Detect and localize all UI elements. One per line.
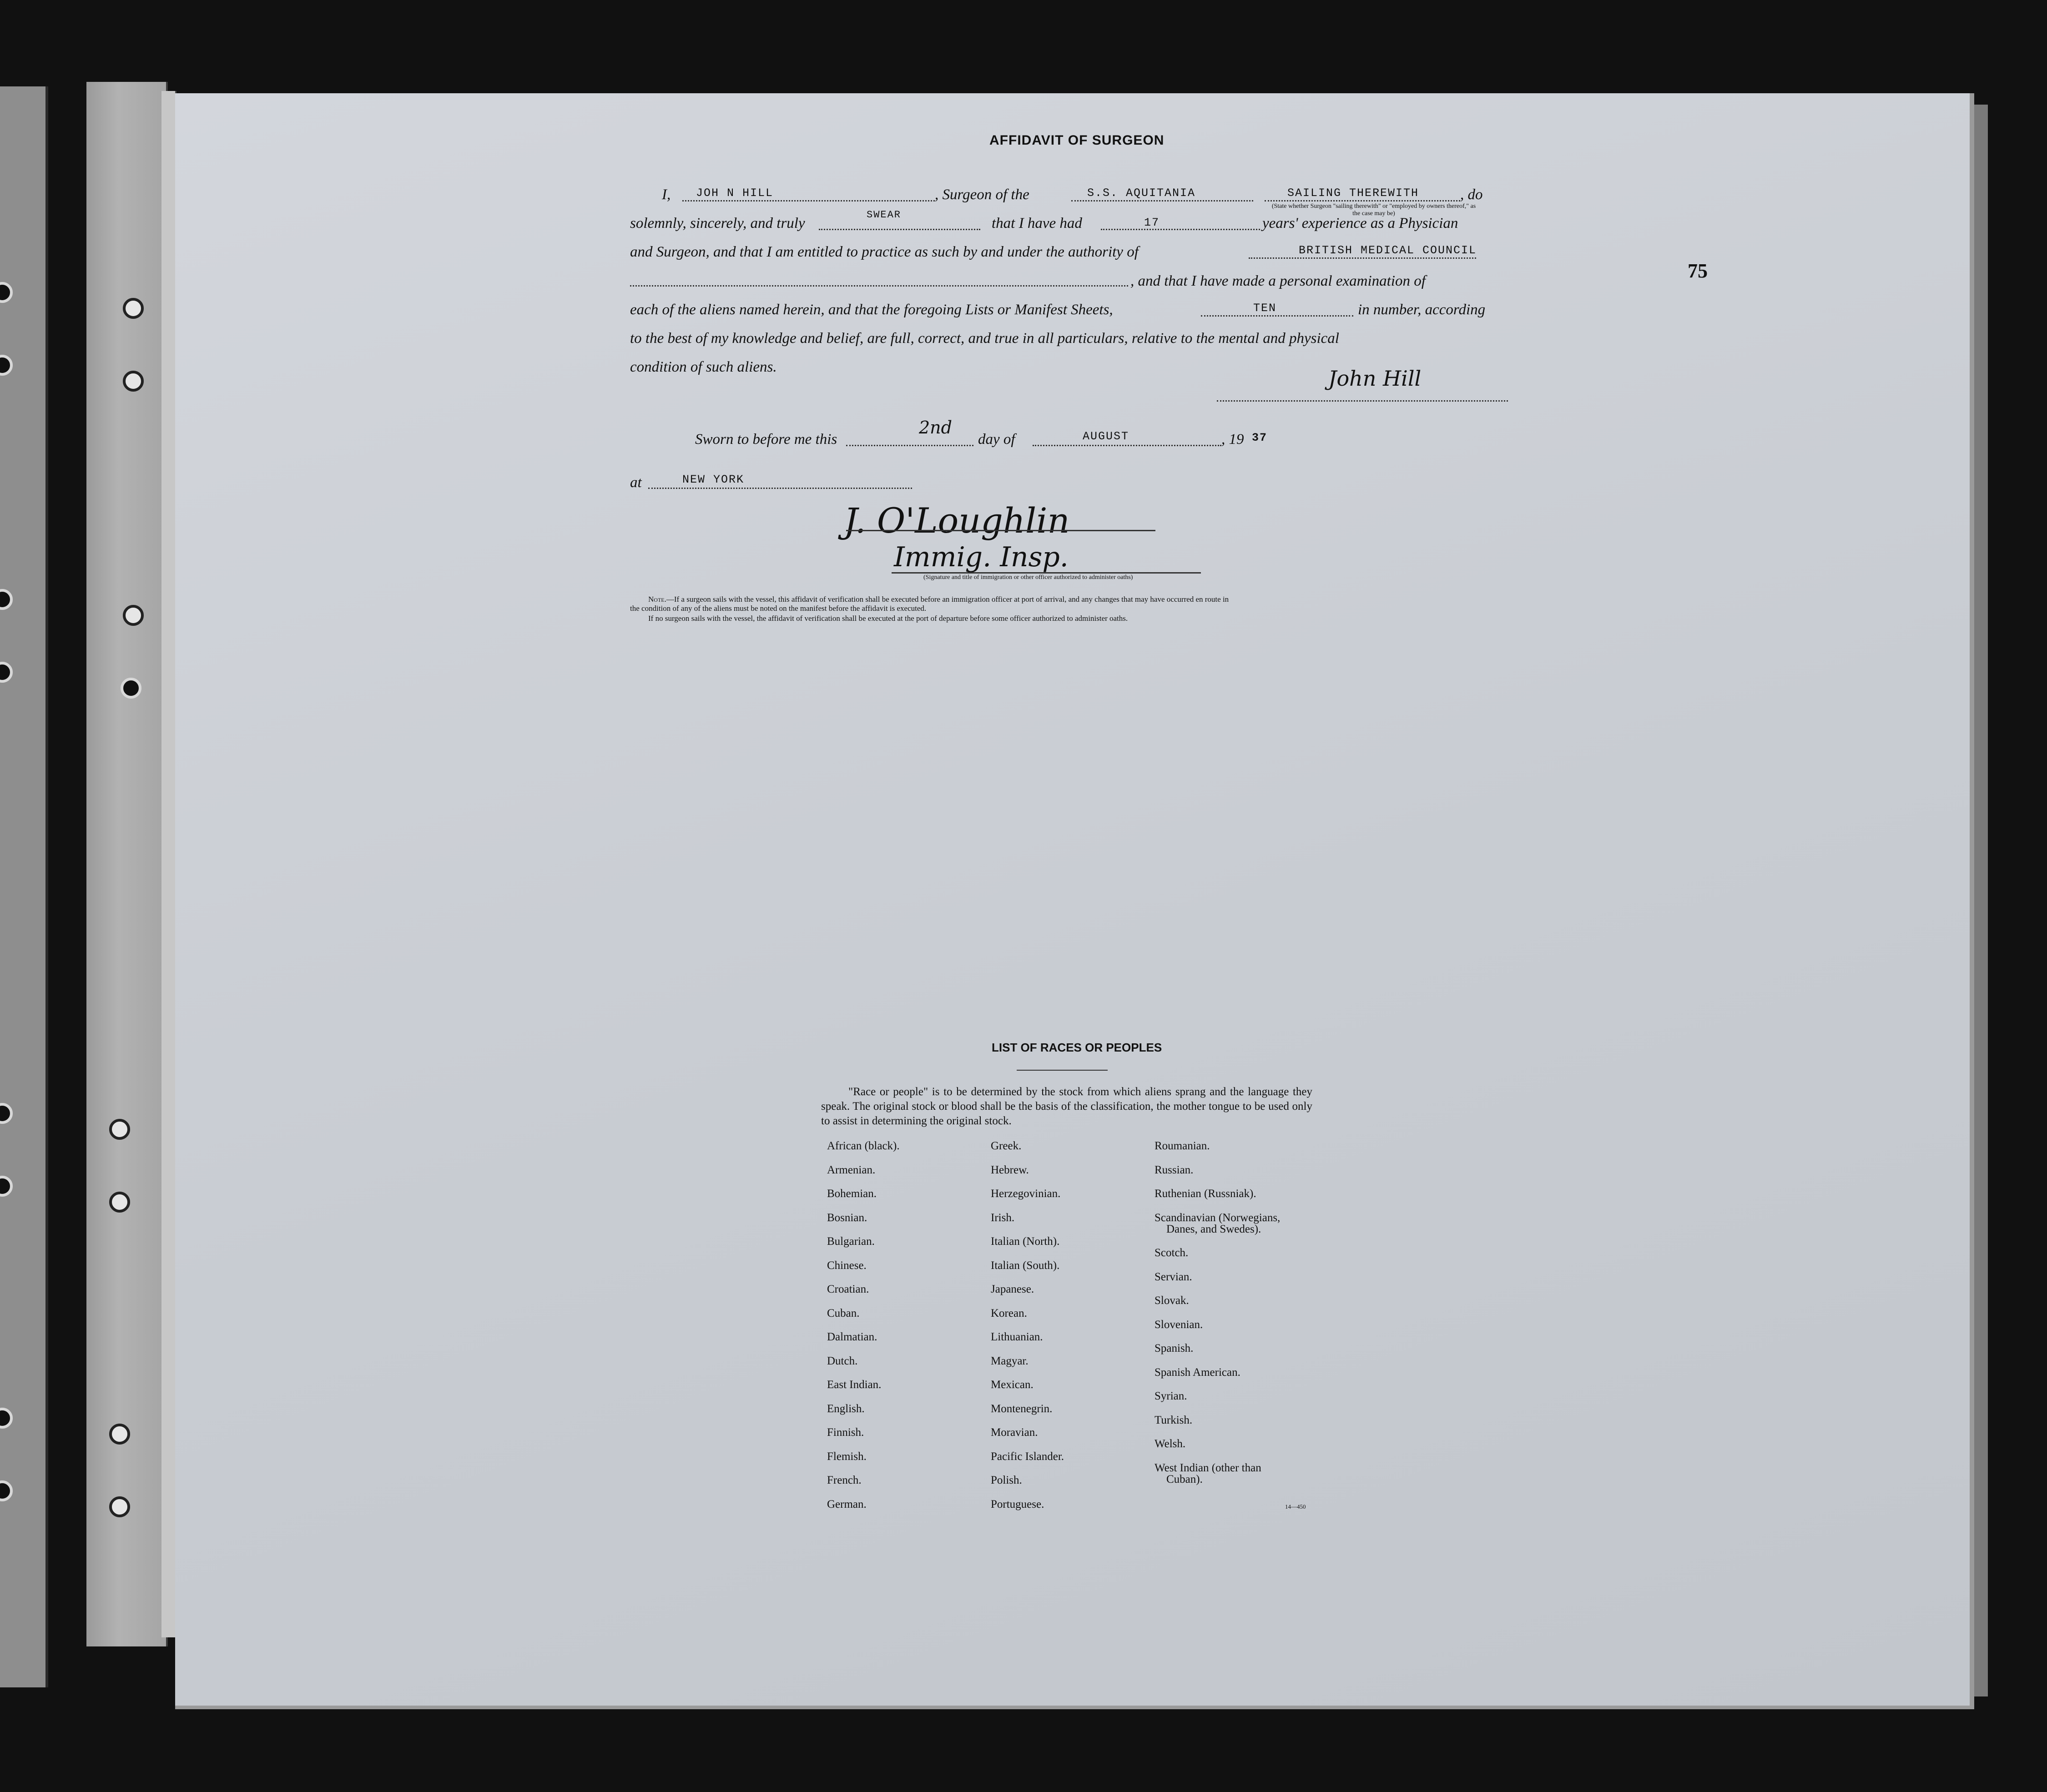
- signature-line: [892, 572, 1201, 574]
- affidavit-text: , Surgeon of the: [935, 186, 1029, 203]
- punch-hole: [123, 605, 144, 626]
- race-item: Dutch.: [827, 1354, 858, 1367]
- races-title: LIST OF RACES OR PEOPLES: [992, 1041, 1162, 1054]
- affidavit-text: and Surgeon, and that I am entitled to practice as such by and under the authority of: [630, 244, 1139, 260]
- race-item: Herzegovinian.: [991, 1188, 1061, 1200]
- blank-line: [1033, 445, 1221, 446]
- signature-line: [1217, 400, 1508, 402]
- punch-hole: [121, 678, 141, 699]
- race-item: Pacific Islander.: [991, 1450, 1064, 1463]
- sailing-hint: (State whether Surgeon "sailing therewith" or "employed by owners thereof," as the case may be): [1271, 203, 1476, 217]
- affidavit-text: condition of such aliens.: [630, 359, 777, 375]
- races-column-3: [1155, 1139, 1280, 1496]
- affidavit-text: years' experience as a Physician: [1262, 215, 1458, 232]
- races-column-2: [991, 1139, 1064, 1521]
- years-experience: 17: [1144, 216, 1160, 229]
- race-item: Roumanian.: [1155, 1140, 1210, 1152]
- race-item: Ruthenian (Russniak).: [1155, 1188, 1256, 1200]
- adjacent-page-edge: [0, 86, 48, 1687]
- race-item: West Indian (other than: [1155, 1461, 1261, 1474]
- affidavit-text: , 19: [1221, 431, 1244, 448]
- affidavit-text: day of: [978, 431, 1015, 448]
- race-item-continued: Cuban).: [1166, 1473, 1203, 1485]
- race-item: Hebrew.: [991, 1163, 1029, 1176]
- note-label: Note.: [648, 595, 666, 604]
- race-item: African (black).: [827, 1140, 900, 1152]
- sworn-year: 37: [1252, 431, 1268, 444]
- race-item: Russian.: [1155, 1163, 1194, 1176]
- race-item: Turkish.: [1155, 1414, 1193, 1426]
- blank-line: [682, 200, 935, 201]
- race-item: Bosnian.: [827, 1211, 867, 1224]
- binding-edge: [161, 91, 176, 1637]
- licensing-authority: BRITISH MEDICAL COUNCIL: [1299, 244, 1477, 257]
- race-item: Korean.: [991, 1307, 1027, 1319]
- race-item: English.: [827, 1402, 865, 1415]
- race-item: Polish.: [991, 1474, 1022, 1486]
- races-column-1: [827, 1139, 900, 1521]
- signature-line: [846, 530, 1155, 531]
- vessel-name: S.S. AQUITANIA: [1087, 186, 1196, 200]
- affidavit-text: each of the aliens named herein, and that the foregoing Lists or Manifest Sheets,: [630, 302, 1113, 318]
- sworn-month: AUGUST: [1083, 430, 1129, 443]
- race-item: Croatian.: [827, 1283, 869, 1295]
- officer-title: Immig. Insp.: [894, 541, 1069, 573]
- sworn-day: 2nd: [919, 418, 952, 438]
- race-item-continued: Danes, and Swedes).: [1166, 1223, 1261, 1235]
- blank-line: [1101, 229, 1260, 230]
- race-item: Greek.: [991, 1140, 1022, 1152]
- affidavit-text: , and that I have made a personal examination of: [1130, 273, 1426, 289]
- race-item: Japanese.: [991, 1283, 1034, 1295]
- race-item: Mexican.: [991, 1379, 1034, 1391]
- punch-hole: [109, 1119, 130, 1140]
- title-rule: [1017, 1070, 1108, 1071]
- affidavit-text: in number, according: [1358, 302, 1486, 318]
- blank-line: [1249, 257, 1476, 259]
- punch-hole: [123, 298, 144, 319]
- affidavit-title: AFFIDAVIT OF SURGEON: [989, 133, 1165, 148]
- race-item: Italian (North).: [991, 1235, 1060, 1248]
- race-item: Dalmatian.: [827, 1331, 877, 1343]
- race-item: Spanish American.: [1155, 1366, 1240, 1379]
- race-item: Slovak.: [1155, 1294, 1189, 1307]
- affidavit-text: I,: [662, 186, 671, 203]
- race-item: Irish.: [991, 1211, 1015, 1224]
- surgeon-signature: John Hill: [1328, 366, 1422, 391]
- race-item: Slovenian.: [1155, 1318, 1203, 1331]
- race-item: German.: [827, 1498, 867, 1510]
- blank-line: [1265, 200, 1460, 201]
- blank-line: [819, 229, 980, 230]
- race-item: Portuguese.: [991, 1498, 1044, 1510]
- race-item: Bulgarian.: [827, 1235, 875, 1248]
- race-item: Flemish.: [827, 1450, 867, 1463]
- sailing-status: SAILING THEREWITH: [1287, 186, 1419, 200]
- race-item: Chinese.: [827, 1259, 867, 1272]
- officer-signature: J. O'Loughlin: [844, 500, 1070, 541]
- affidavit-text: that I have had: [992, 215, 1082, 232]
- surgeon-name: JOH N HILL: [696, 186, 774, 200]
- blank-line: [846, 445, 973, 446]
- punch-hole: [109, 1192, 130, 1213]
- race-item: French.: [827, 1474, 862, 1486]
- race-item: East Indian.: [827, 1379, 882, 1391]
- race-item: Italian (South).: [991, 1259, 1060, 1272]
- punch-hole: [123, 371, 144, 392]
- affidavit-text: to the best of my knowledge and belief, are full, correct, and true in all particulars, relative to the mental and physical: [630, 330, 1339, 347]
- punch-hole: [109, 1424, 130, 1445]
- blank-line: [630, 285, 1128, 287]
- race-item: Magyar.: [991, 1354, 1029, 1367]
- race-item: Welsh.: [1155, 1438, 1186, 1450]
- race-item: Syrian.: [1155, 1390, 1187, 1402]
- race-item: Montenegrin.: [991, 1402, 1053, 1415]
- sheet-count: TEN: [1253, 302, 1277, 315]
- note-text: If no surgeon sails with the vessel, the affidavit of verification shall be executed at the port of departure before some officer authorized to administer oaths.: [648, 614, 1128, 623]
- blank-line: [1071, 200, 1253, 201]
- race-item: Finnish.: [827, 1426, 864, 1439]
- race-item: Armenian.: [827, 1163, 876, 1176]
- blank-line: [648, 488, 912, 489]
- affidavit-note: [648, 595, 1229, 604]
- punch-hole: [109, 1496, 130, 1517]
- note-text: the condition of any of the aliens must be noted on the manifest before the affidavit is executed.: [630, 604, 927, 613]
- race-item: Bohemian.: [827, 1188, 877, 1200]
- race-item: Moravian.: [991, 1426, 1038, 1439]
- race-item: Scandinavian (Norwegians,: [1155, 1211, 1281, 1224]
- note-text: —If a surgeon sails with the vessel, this affidavit of verification shall be executed before an immigration officer at port of arrival, and any changes that may have occurred en route in: [666, 595, 1229, 604]
- race-item: Spanish.: [1155, 1342, 1194, 1354]
- page-number: 75: [1688, 260, 1708, 282]
- race-item: Cuban.: [827, 1307, 860, 1319]
- affidavit-text: Sworn to before me this: [695, 431, 837, 448]
- form-number: 14—450: [1285, 1503, 1306, 1510]
- races-intro: "Race or people" is to be determined by the stock from which aliens sprang and the language they speak. The original stock or blood shall be the basis of the classification, the mother tongue to be used only to assist in determining the original stock.: [821, 1086, 1312, 1127]
- race-item: Scotch.: [1155, 1247, 1189, 1259]
- race-item: Lithuanian.: [991, 1331, 1043, 1343]
- affidavit-text: at: [630, 474, 642, 491]
- sworn-place: NEW YORK: [682, 473, 745, 486]
- oath-type: SWEAR: [867, 209, 902, 221]
- affidavit-text: solemnly, sincerely, and truly: [630, 215, 805, 232]
- affidavit-text: , do: [1460, 186, 1483, 203]
- race-item: Servian.: [1155, 1270, 1192, 1283]
- blank-line: [1201, 315, 1353, 317]
- officer-caption: (Signature and title of immigration or other officer authorized to administer oaths): [923, 574, 1133, 581]
